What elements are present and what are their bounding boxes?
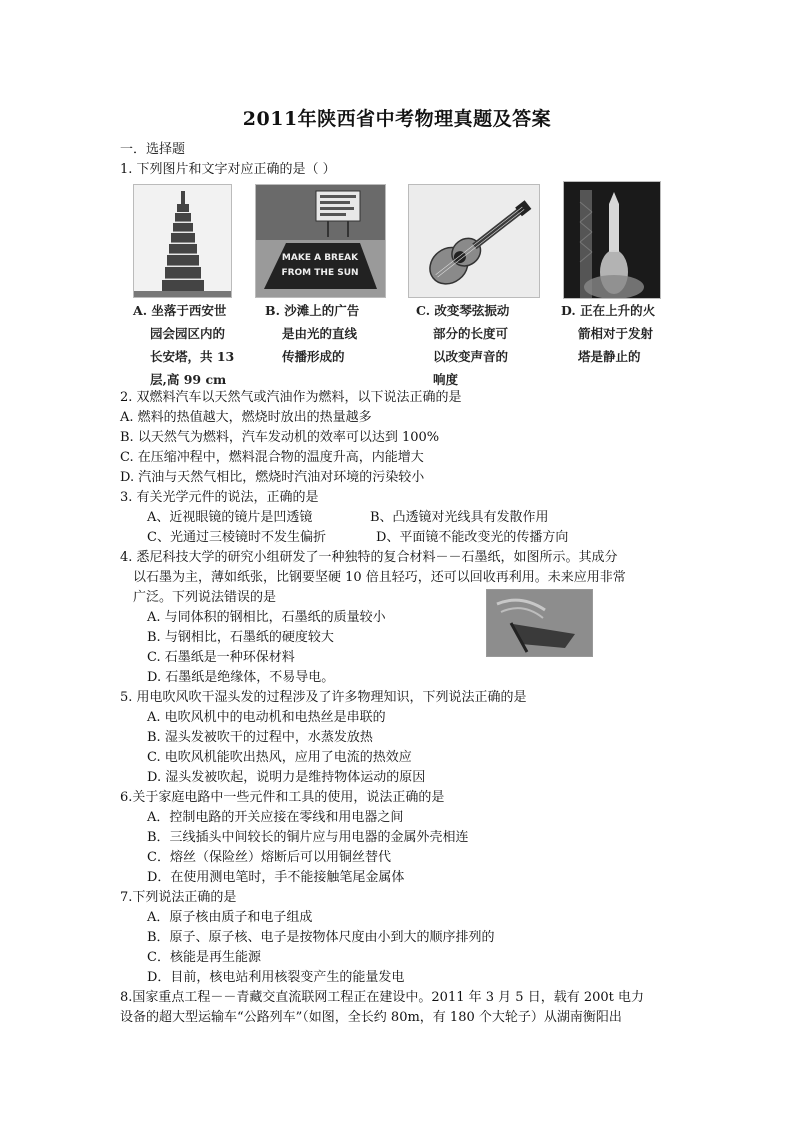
q1-caption-d [561, 299, 686, 368]
q4-option-c: C. 石墨纸是一种环保材料 [147, 650, 295, 665]
q8-line2: 设备的超大型运输车“公路列车”（如图，全长约 80m，有 180 个大轮子）从湖南衡阳出 [120, 1010, 622, 1025]
q7-option-d: D．目前，核电站利用核裂变产生的能量发电 [147, 970, 405, 985]
caption-c-line: 部分的长度可 [433, 326, 509, 341]
q2-option-c: C. 在压缩冲程中，燃料混合物的温度升高，内能增大 [120, 450, 424, 465]
q4-stem-line1: 4. 悉尼科技大学的研究小组研发了一种独特的复合材料－－石墨纸，如图所示。其成分 [120, 550, 618, 565]
q1-caption-a [133, 299, 258, 391]
q3-option-a: A、近视眼镜的镜片是凹透镜 [147, 510, 313, 525]
section-heading: 一．选择题 [120, 142, 186, 157]
q3-stem: 3. 有关光学元件的说法，正确的是 [120, 490, 319, 505]
q2-option-b: B. 以天然气为燃料，汽车发动机的效率可以达到 100% [120, 430, 440, 445]
q7-stem: 7.下列说法正确的是 [120, 890, 237, 905]
q5-option-c: C. 电吹风机能吹出热风，应用了电流的热效应 [147, 750, 412, 765]
q5-option-d: D. 湿头发被吹起，说明力是维持物体运动的原因 [147, 770, 426, 785]
q3-option-b: B、凸透镜对光线具有发散作用 [370, 510, 549, 525]
caption-d-line: D. 正在上升的火 [561, 303, 656, 318]
q6-option-a: A．控制电路的开关应接在零线和用电器之间 [147, 810, 404, 825]
q5-option-a: A. 电吹风机中的电动机和电热丝是串联的 [147, 710, 386, 725]
q4-stem-line2: 以石墨为主，薄如纸张，比钢要坚硬 10 倍且轻巧，还可以回收再利用。未来应用非常 [133, 570, 626, 585]
caption-a-line: A. 坐落于西安世 [133, 303, 227, 318]
q6-stem: 6.关于家庭电路中一些元件和工具的使用，说法正确的是 [120, 790, 445, 805]
q4-option-a: A. 与同体积的钢相比，石墨纸的质量较小 [147, 610, 386, 625]
q6-option-b: B．三线插头中间较长的铜片应与用电器的金属外壳相连 [147, 830, 469, 845]
q1-stem: 1. 下列图片和文字对应正确的是（ ） [120, 162, 336, 177]
q8-line1: 8.国家重点工程－－青藏交直流联网工程正在建设中。2011 年 3 月 5 日，载有 200t 电力 [120, 990, 644, 1005]
beach-billboard-image [255, 184, 386, 298]
rocket-launch-image [563, 181, 661, 299]
q7-option-a: A．原子核由质子和电子组成 [147, 910, 313, 925]
q3-option-d: D、平面镜不能改变光的传播方向 [376, 530, 569, 545]
q7-option-b: B．原子、原子核、电子是按物体尺度由小到大的顺序排列的 [147, 930, 495, 945]
caption-a-line: 园会园区内的 [150, 326, 226, 341]
q4-stem-line3: 广泛。下列说法错误的是 [133, 590, 277, 605]
q6-option-d: D．在使用测电笔时，手不能接触笔尾金属体 [147, 870, 405, 885]
caption-a-line: 层,高 99 cm [150, 372, 227, 387]
caption-d-line: 塔是静止的 [578, 349, 641, 364]
caption-c-line: 响度 [433, 372, 459, 387]
q4-option-b: B. 与钢相比，石墨纸的硬度较大 [147, 630, 334, 645]
q2-option-d: D. 汽油与天然气相比，燃烧时汽油对环境的污染较小 [120, 470, 425, 485]
q2-option-a: A. 燃料的热值越大，燃烧时放出的热量越多 [120, 410, 372, 425]
q5-stem: 5. 用电吹风吹干湿头发的过程涉及了许多物理知识，下列说法正确的是 [120, 690, 527, 705]
graphene-paper-image [486, 589, 593, 657]
caption-d-line: 箭相对于发射 [578, 326, 654, 341]
caption-a-line: 长安塔，共 13 [150, 349, 235, 364]
billboard-text-line1: MAKE A BREAK [281, 253, 359, 263]
q6-option-c: C．熔丝（保险丝）熔断后可以用铜丝替代 [147, 850, 391, 865]
q2-stem: 2. 双燃料汽车以天然气或汽油作为燃料，以下说法正确的是 [120, 390, 462, 405]
q7-option-c: C．核能是再生能源 [147, 950, 261, 965]
q1-caption-c [416, 299, 541, 391]
page-title: 2011年陕西省中考物理真题及答案 [242, 108, 552, 130]
guitar-image [408, 184, 540, 298]
caption-c-line: C. 改变琴弦振动 [416, 303, 510, 318]
q3-option-c: C、光通过三棱镜时不发生偏折 [147, 530, 326, 545]
pagoda-image [133, 184, 232, 298]
billboard-text-line2: FROM THE SUN [281, 268, 359, 278]
caption-c-line: 以改变声音的 [433, 349, 509, 364]
caption-b-line: 传播形成的 [282, 349, 345, 364]
caption-b-line: B. 沙滩上的广告 [265, 303, 360, 318]
caption-b-line: 是由光的直线 [282, 326, 358, 341]
q1-caption-b [265, 299, 390, 368]
q4-option-d: D. 石墨纸是绝缘体，不易导电。 [147, 670, 335, 685]
q5-option-b: B. 湿头发被吹干的过程中，水蒸发放热 [147, 730, 373, 745]
